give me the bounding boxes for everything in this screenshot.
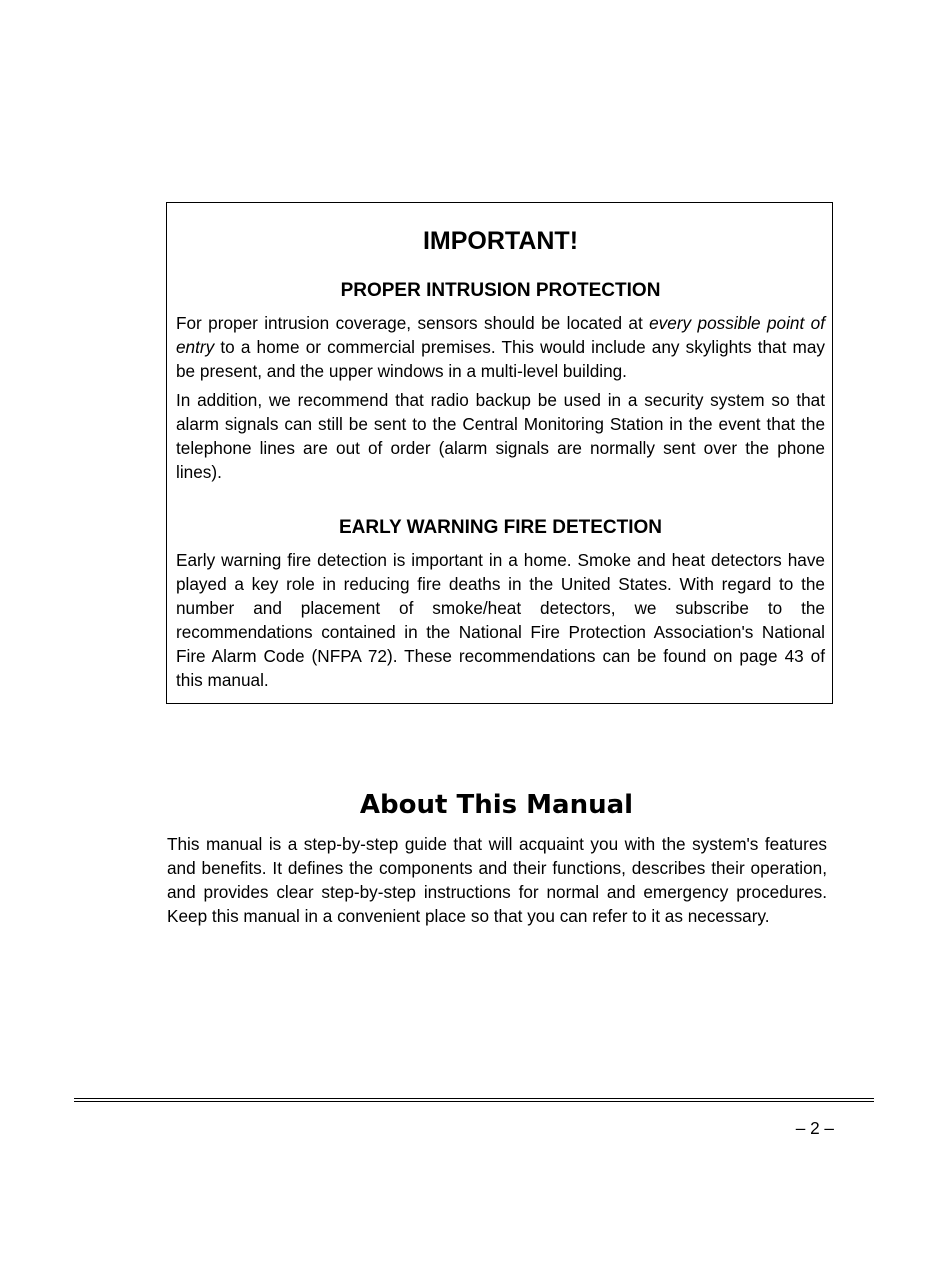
intrusion-protection-heading: PROPER INTRUSION PROTECTION (340, 280, 661, 301)
fire-detection-paragraph: Early warning fire detection is important in a home. Smoke and heat detectors have played a key role in reducing fire deaths in the United States. With regard to the number and placement of smoke/heat detectors, we subscribe to the recommendations contained in the National Fire Protection Association's National Fire Alarm Code (NFPA 72). These recommendations can be found on page 43 of this manual. (176, 550, 825, 690)
about-manual-title: About This Manual (359, 790, 634, 820)
intrusion-para1-text-after: to a home or commercial premises. This would include any skylights that may be present, and the upper windows in a multi-level building. (176, 337, 825, 381)
intrusion-paragraph-1 (176, 311, 825, 383)
intrusion-para1-emphasis: every possible point of entry (176, 313, 825, 357)
page-number: – 2 – (795, 1118, 834, 1138)
about-manual-paragraph: This manual is a step-by-step guide that will acquaint you with the system's features and benefits. It defines the components and their functions, describes their operation, and provides clear step-by-step instructions for normal and emergency procedures. Keep this manual in a convenient place so that you can refer to it as necessary. (167, 834, 827, 926)
important-title: IMPORTANT! (422, 227, 579, 255)
footer-double-rule (74, 1098, 874, 1102)
intrusion-paragraph-2: In addition, we recommend that radio backup be used in a security system so that alarm signals can still be sent to the Central Monitoring Station in the event that the telephone lines are out of order (alarm signals are normally sent over the phone lines). (176, 390, 825, 482)
intrusion-para1-text-before: For proper intrusion coverage, sensors should be located at (176, 313, 650, 333)
important-notice-box (166, 202, 833, 704)
fire-detection-heading: EARLY WARNING FIRE DETECTION (338, 517, 663, 538)
